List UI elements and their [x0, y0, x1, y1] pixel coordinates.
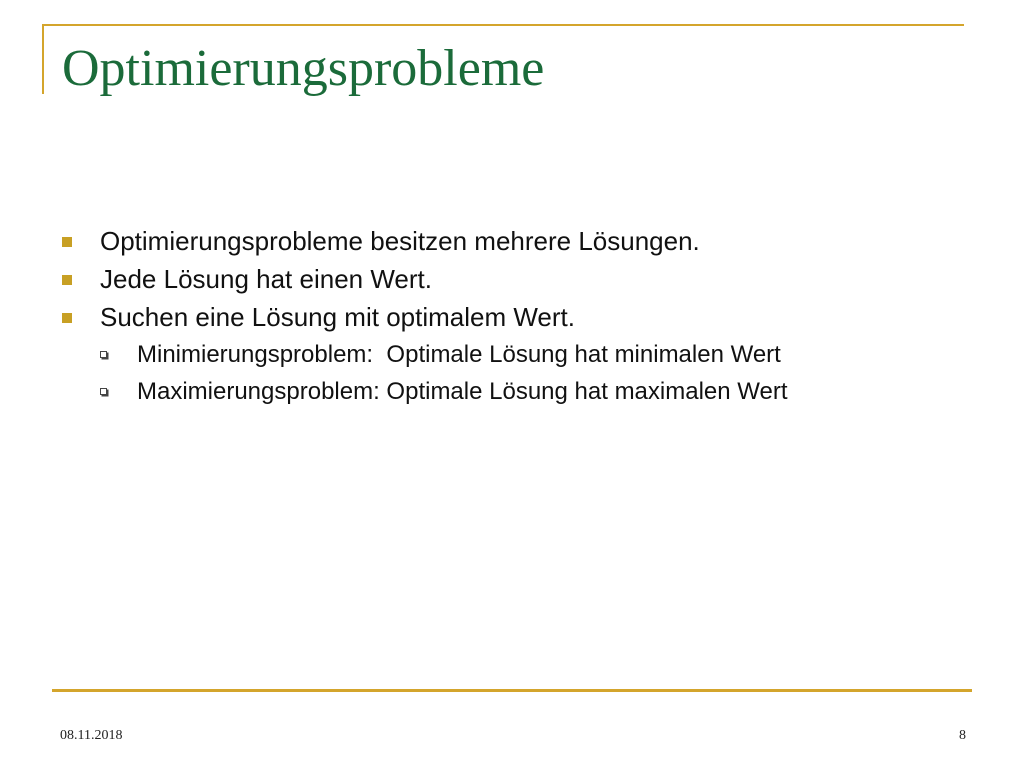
square-bullet-icon: [62, 275, 72, 285]
bullet-text: Jede Lösung hat einen Wert.: [100, 264, 432, 294]
sub-bullet-item: [60, 336, 960, 373]
slide-content: [60, 222, 960, 410]
bullet-item: [60, 260, 960, 298]
title-frame-left-line: [42, 24, 44, 94]
bullet-text: Optimierungsprobleme besitzen mehrere Lösungen.: [100, 226, 700, 256]
sub-bullet-list: [60, 336, 960, 410]
bullet-item: [60, 222, 960, 260]
square-bullet-icon: [62, 237, 72, 247]
page-number: 8: [959, 728, 966, 743]
slide-title: Optimierungsprobleme: [62, 40, 545, 97]
bullet-list: [60, 222, 960, 336]
footer-divider: [52, 689, 972, 692]
sub-bullet-text: Maximierungsproblem: Optimale Lösung hat maximalen Wert: [137, 378, 788, 405]
bullet-text: Suchen eine Lösung mit optimalem Wert.: [100, 302, 575, 332]
hollow-square-bullet-icon: [100, 351, 107, 358]
sub-bullet-text: Minimierungsproblem: Optimale Lösung hat minimalen Wert: [137, 341, 781, 368]
square-bullet-icon: [62, 313, 72, 323]
footer-date: 08.11.2018: [60, 728, 123, 743]
bullet-item: [60, 298, 960, 336]
hollow-square-bullet-icon: [100, 388, 107, 395]
sub-bullet-item: [60, 373, 960, 410]
title-frame-top-line: [42, 24, 964, 26]
